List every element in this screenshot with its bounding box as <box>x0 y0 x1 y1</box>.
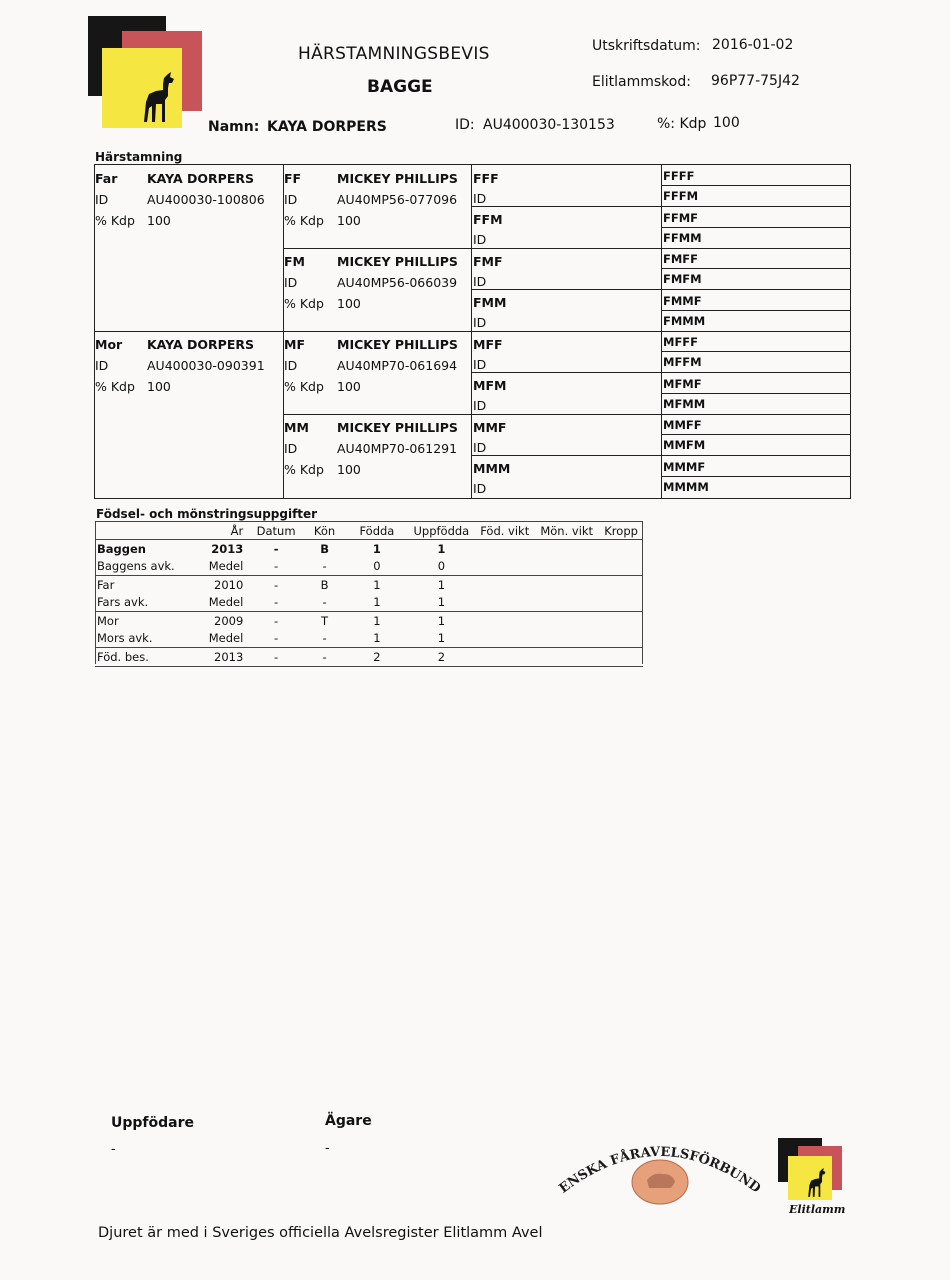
seal-text: ENSKA FÅRAVELSFÖRBUND <box>556 1144 764 1197</box>
cell-inspection-weight <box>534 612 599 630</box>
id-label: ID: <box>455 117 475 133</box>
cell-sex: - <box>322 595 327 610</box>
gen3-id-label: ID <box>473 315 487 330</box>
breeder-label: Uppfödare <box>111 1115 194 1131</box>
ff-name: MICKEY PHILLIPS <box>337 171 458 186</box>
table-row <box>95 540 643 558</box>
cell-birth-weight <box>475 576 534 594</box>
sire-id: AU400030-100806 <box>147 192 265 207</box>
row-label: Far <box>95 576 184 594</box>
ff-id-label: ID <box>284 192 298 207</box>
cell-sex: - <box>303 648 346 667</box>
gen3-code: MMF <box>473 420 507 435</box>
cell-born: 1 <box>346 540 407 558</box>
sire-id-label: ID <box>95 192 109 207</box>
fm-id-label: ID <box>284 275 298 290</box>
cell-year: 2013 <box>184 648 249 667</box>
cell-raised: 1 <box>408 540 476 558</box>
cell-sex: - <box>322 631 327 646</box>
animal-id: AU400030-130153 <box>483 117 615 133</box>
cell-body <box>599 558 643 576</box>
gen4-code: MMFF <box>663 418 702 432</box>
elitlamm-code-label: Elitlammskod: <box>592 74 691 90</box>
gen3-code: FFF <box>473 171 499 186</box>
gen4-code: FFFM <box>663 189 699 203</box>
cell-inspection-weight <box>534 648 599 667</box>
table-row <box>95 630 643 648</box>
cell-body <box>599 612 643 630</box>
dam-name: KAYA DORPERS <box>147 337 255 352</box>
column-header: Uppfödda <box>408 522 476 540</box>
gen3-code: FFM <box>473 212 503 227</box>
cell-raised: 1 <box>408 576 476 594</box>
fm-name: MICKEY PHILLIPS <box>337 254 458 269</box>
gen4-code: MFFM <box>663 355 702 369</box>
mm-code: MM <box>284 420 309 435</box>
gen3-id-label: ID <box>473 481 487 496</box>
cell-raised: 2 <box>408 648 476 667</box>
cell-born: 1 <box>346 576 407 594</box>
fm-pct: 100 <box>337 296 361 311</box>
cell-born: 1 <box>346 612 407 630</box>
fm-pct-label: % Kdp <box>284 296 324 311</box>
birth-table-header <box>95 522 643 540</box>
mm-pct-label: % Kdp <box>284 462 324 477</box>
name-label: Namn: <box>208 119 260 135</box>
row-label: Föd. bes. <box>95 648 184 667</box>
owner-value: - <box>325 1141 330 1156</box>
mf-pct-label: % Kdp <box>284 379 324 394</box>
birth-section-title: Födsel- och mönstringsuppgifter <box>96 507 318 521</box>
svenska-faravelsforbundet-seal <box>555 1130 765 1210</box>
cell-birth-weight <box>475 630 534 648</box>
gen3-id-label: ID <box>473 274 487 289</box>
sire-pct-label: % Kdp <box>95 213 135 228</box>
table-row <box>95 558 643 576</box>
cell-sex: B <box>303 540 346 558</box>
column-header: År <box>184 522 249 540</box>
gen4-code: FFMM <box>663 231 702 245</box>
ff-id: AU40MP56-077096 <box>337 192 458 207</box>
cell-raised: 1 <box>408 612 476 630</box>
cell-year: Medel <box>208 631 244 646</box>
document-title: HÄRSTAMNINGSBEVIS <box>298 44 490 64</box>
elitlamm-logo-text: Elitlamm <box>789 1203 846 1216</box>
gen4-code: MMMF <box>663 460 706 474</box>
print-date-label: Utskriftsdatum: <box>592 38 701 54</box>
cell-inspection-weight <box>534 576 599 594</box>
cell-year: 2013 <box>184 540 249 558</box>
cell-date: - <box>274 631 279 646</box>
cell-raised: 0 <box>437 559 446 574</box>
gen3-id-label: ID <box>473 357 487 372</box>
cell-born: 1 <box>373 595 381 610</box>
mf-code: MF <box>284 337 305 352</box>
table-right-border <box>642 521 643 664</box>
cell-body <box>599 630 643 648</box>
mf-id-label: ID <box>284 358 298 373</box>
registry-statement: Djuret är med i Sveriges officiella Avelsregister Elitlamm Avel <box>98 1225 543 1241</box>
column-header: Kropp <box>599 522 643 540</box>
animal-name: KAYA DORPERS <box>267 119 387 135</box>
cell-raised: 1 <box>437 631 446 646</box>
breeder-value: - <box>111 1142 116 1157</box>
gen3-code: FMF <box>473 254 503 269</box>
table-row <box>95 576 643 594</box>
gen3-code: MMM <box>473 461 511 476</box>
cell-birth-weight <box>475 612 534 630</box>
gen4-code: MMFM <box>663 438 706 452</box>
pedigree-title: Härstamning <box>95 150 183 164</box>
gen4-code: FFFF <box>663 169 695 183</box>
ff-code: FF <box>284 171 302 186</box>
percent-label: %: Kdp <box>657 116 707 132</box>
dam-id-label: ID <box>95 358 109 373</box>
row-label: Baggens avk. <box>97 559 175 574</box>
cell-date: - <box>249 612 303 630</box>
mf-id: AU40MP70-061694 <box>337 358 458 373</box>
sire-code: Far <box>95 171 118 186</box>
gen3-id-label: ID <box>473 191 487 206</box>
gen3-id-label: ID <box>473 398 487 413</box>
row-label: Mor <box>95 612 184 630</box>
mf-pct: 100 <box>337 379 361 394</box>
ff-pct-label: % Kdp <box>284 213 324 228</box>
column-header: Kön <box>303 522 346 540</box>
fm-code: FM <box>284 254 305 269</box>
cell-inspection-weight <box>534 594 599 612</box>
column-header: Datum <box>249 522 303 540</box>
cell-body <box>599 594 643 612</box>
cell-year: 2010 <box>184 576 249 594</box>
table-row <box>95 612 643 630</box>
print-date-value: 2016-01-02 <box>712 37 794 53</box>
small-logo-yellow-square <box>788 1156 832 1200</box>
cell-year: Medel <box>208 559 244 574</box>
mm-id: AU40MP70-061291 <box>337 441 458 456</box>
sire-pct: 100 <box>147 213 171 228</box>
table-row <box>95 648 643 667</box>
cell-body <box>599 648 643 667</box>
gen3-id-label: ID <box>473 232 487 247</box>
gen3-id-label: ID <box>473 440 487 455</box>
cell-body <box>599 576 643 594</box>
gen4-code: MFMM <box>663 397 706 411</box>
cell-date: - <box>274 559 279 574</box>
cell-born: 1 <box>373 631 381 646</box>
cell-date: - <box>249 576 303 594</box>
cell-raised: 1 <box>437 595 446 610</box>
owner-label: Ägare <box>325 1113 372 1129</box>
document-subtitle: BAGGE <box>367 77 433 97</box>
cell-inspection-weight <box>534 558 599 576</box>
pedigree-table <box>94 164 851 499</box>
row-label: Mors avk. <box>97 631 153 646</box>
gen3-code: FMM <box>473 295 507 310</box>
cell-birth-weight <box>475 558 534 576</box>
table-left-border <box>95 521 96 664</box>
column-header: Mön. vikt <box>534 522 599 540</box>
dam-pct-label: % Kdp <box>95 379 135 394</box>
column-header: Föd. vikt <box>475 522 534 540</box>
gen4-code: FMFF <box>663 252 699 266</box>
mm-pct: 100 <box>337 462 361 477</box>
row-label: Baggen <box>95 540 184 558</box>
cell-birth-weight <box>475 540 534 558</box>
cell-year: Medel <box>208 595 244 610</box>
row-label: Fars avk. <box>97 595 149 610</box>
gen4-code: MFFF <box>663 335 699 349</box>
ff-pct: 100 <box>337 213 361 228</box>
cell-date: - <box>249 648 303 667</box>
cell-born: 2 <box>346 648 407 667</box>
cell-year: 2009 <box>184 612 249 630</box>
cell-inspection-weight <box>534 540 599 558</box>
gen4-code: FFMF <box>663 211 699 225</box>
gen4-code: FMMM <box>663 314 706 328</box>
table-row <box>95 594 643 612</box>
column-header: Födda <box>346 522 407 540</box>
birth-table <box>95 521 643 667</box>
column-header <box>95 522 184 540</box>
cell-sex: T <box>303 612 346 630</box>
cell-born: 0 <box>373 559 381 574</box>
cell-birth-weight <box>475 648 534 667</box>
gen3-code: MFF <box>473 337 503 352</box>
cell-sex: B <box>303 576 346 594</box>
gen4-code: FMFM <box>663 272 702 286</box>
cell-body <box>599 540 643 558</box>
cell-birth-weight <box>475 594 534 612</box>
sire-name: KAYA DORPERS <box>147 171 255 186</box>
cell-inspection-weight <box>534 630 599 648</box>
seal-icon <box>555 1130 765 1210</box>
gen4-code: MMMM <box>663 480 709 494</box>
gen4-code: MFMF <box>663 377 702 391</box>
mm-id-label: ID <box>284 441 298 456</box>
cell-sex: - <box>322 559 327 574</box>
cell-date: - <box>249 540 303 558</box>
gen4-code: FMMF <box>663 294 702 308</box>
dam-pct: 100 <box>147 379 171 394</box>
small-lamb-icon <box>806 1168 830 1198</box>
mm-name: MICKEY PHILLIPS <box>337 420 458 435</box>
lamb-icon <box>144 72 178 124</box>
elitlamm-code-value: 96P77-75J42 <box>711 73 800 89</box>
percent-value: 100 <box>713 115 740 131</box>
logo-yellow-square <box>102 48 182 128</box>
fm-id: AU40MP56-066039 <box>337 275 458 290</box>
dam-id: AU400030-090391 <box>147 358 265 373</box>
dam-code: Mor <box>95 337 123 352</box>
mf-name: MICKEY PHILLIPS <box>337 337 458 352</box>
gen3-code: MFM <box>473 378 507 393</box>
cell-date: - <box>274 595 279 610</box>
